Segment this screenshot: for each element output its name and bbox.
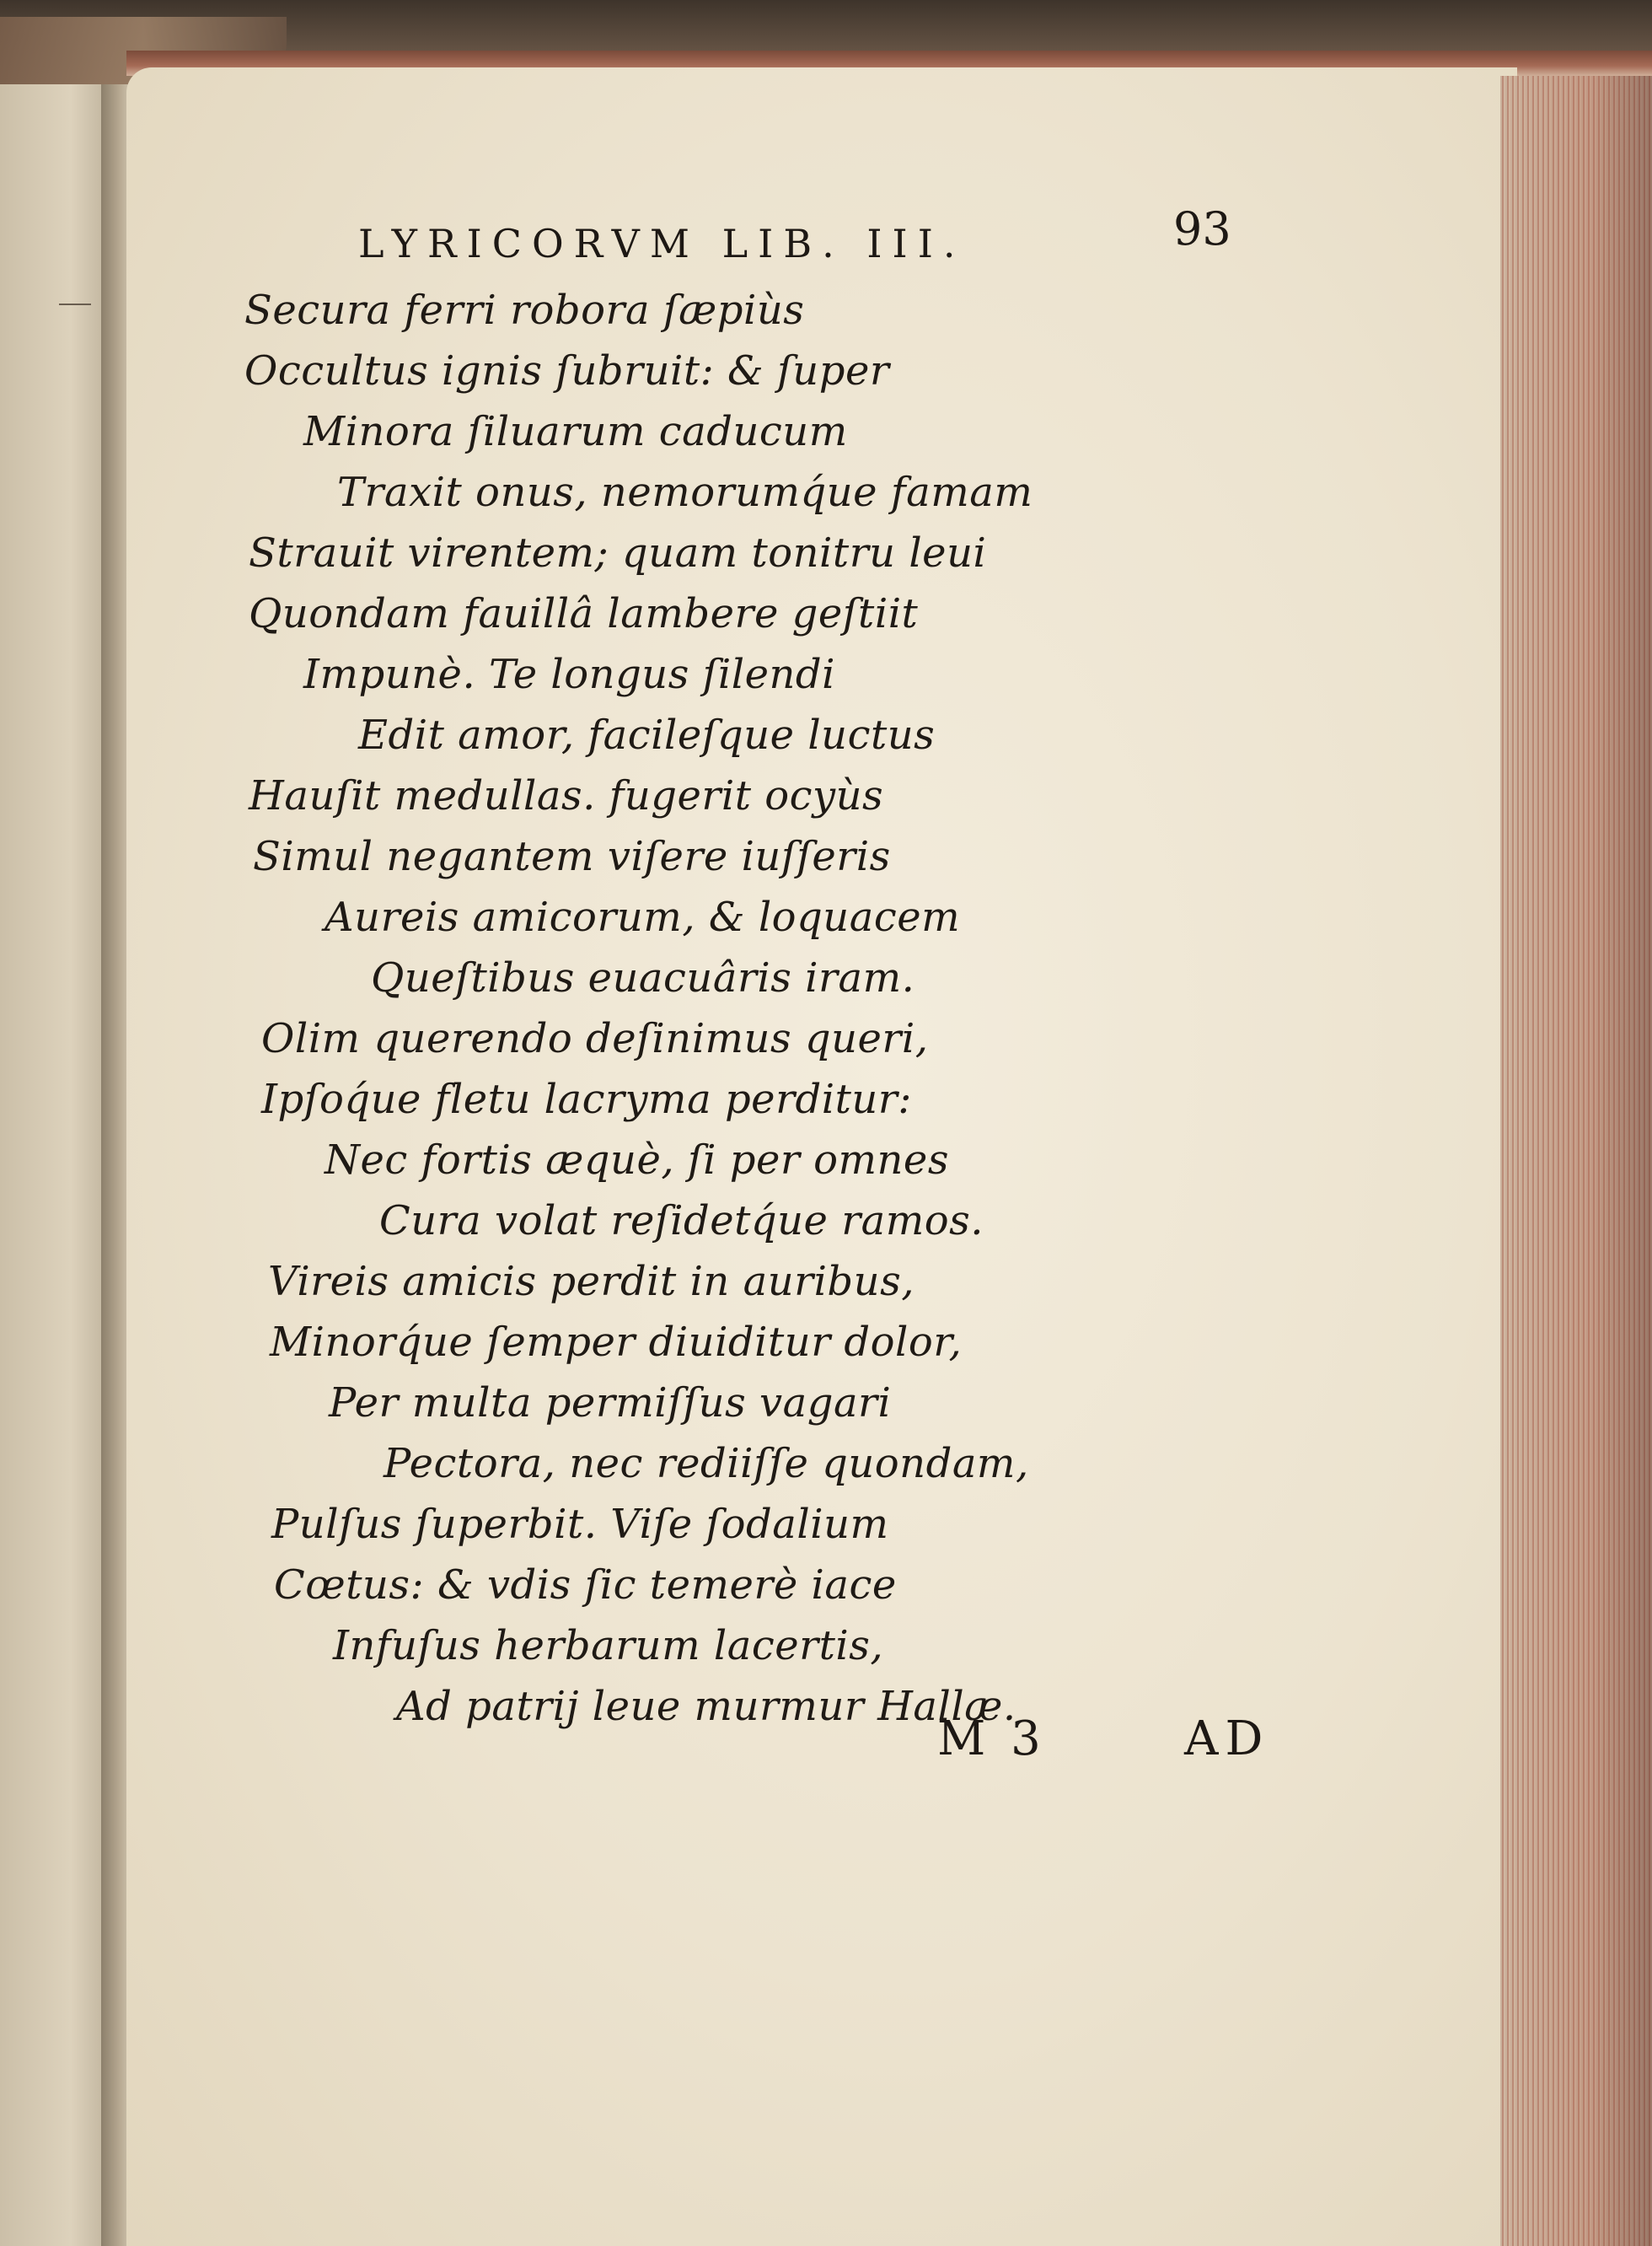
running-head: LYRICORVM LIB. III. [358, 221, 966, 266]
verse-line-16: Cura volat reſidetq́ue ramos. [379, 1197, 984, 1244]
verse-line-3: Minora ſiluarum caducum [303, 408, 848, 455]
verse-line-13: Olim querendo deſinimus queri, [261, 1015, 929, 1062]
page-number: 93 [1173, 202, 1231, 255]
verse-line-20: Pectora, nec rediiſſe quondam, [384, 1440, 1029, 1487]
verse-line-22: Cœtus: & vdis ſic temerè iace [274, 1561, 897, 1609]
verse-line-11: Aureis amicorum, & loquacem [324, 894, 961, 941]
verse-line-4: Traxit onus, nemorumq́ue famam [337, 469, 1033, 516]
verse-line-15: Nec fortis æquè, ſi per omnes [324, 1136, 949, 1184]
verse-line-19: Per multa permiſſus vagari [329, 1379, 892, 1427]
verse-line-10: Simul negantem viſere iuſſeris [253, 833, 891, 880]
verse-line-7: Impunè. Te longus ſilendi [303, 651, 835, 698]
verse-line-9: Hauſit medullas. fugerit ocyùs [249, 772, 884, 819]
verse-line-5: Strauit virentem; quam tonitru leui [249, 529, 987, 577]
verse-line-18: Minorq́ue ſemper diuiditur dolor, [270, 1319, 963, 1366]
verse-line-12: Queſtibus euacuâris iram. [371, 954, 915, 1002]
verse-line-17: Vireis amicis perdit in auribus, [268, 1258, 914, 1305]
verse-line-8: Edit amor, facileſque luctus [358, 712, 936, 759]
verse-line-21: Pulſus ſuperbit. Viſe ſodalium [271, 1501, 889, 1548]
verse-line-14: Ipſoq́ue fletu lacryma perditur: [261, 1076, 912, 1123]
verse-line-6: Quondam fauillâ lambere geſtiit [249, 590, 919, 637]
verse-line-24: Ad patrij leue murmur Hallæ. [396, 1683, 1016, 1730]
signature-mark: M 3 [937, 1711, 1046, 1766]
verse-line-2: Occultus ignis ſubruit: & ſuper [244, 347, 890, 395]
catchword: AD [1184, 1711, 1270, 1766]
verse-line-23: Infuſus herbarum lacertis, [333, 1622, 884, 1669]
verse-line-1: Secura ferri robora ſæpiùs [244, 287, 805, 334]
